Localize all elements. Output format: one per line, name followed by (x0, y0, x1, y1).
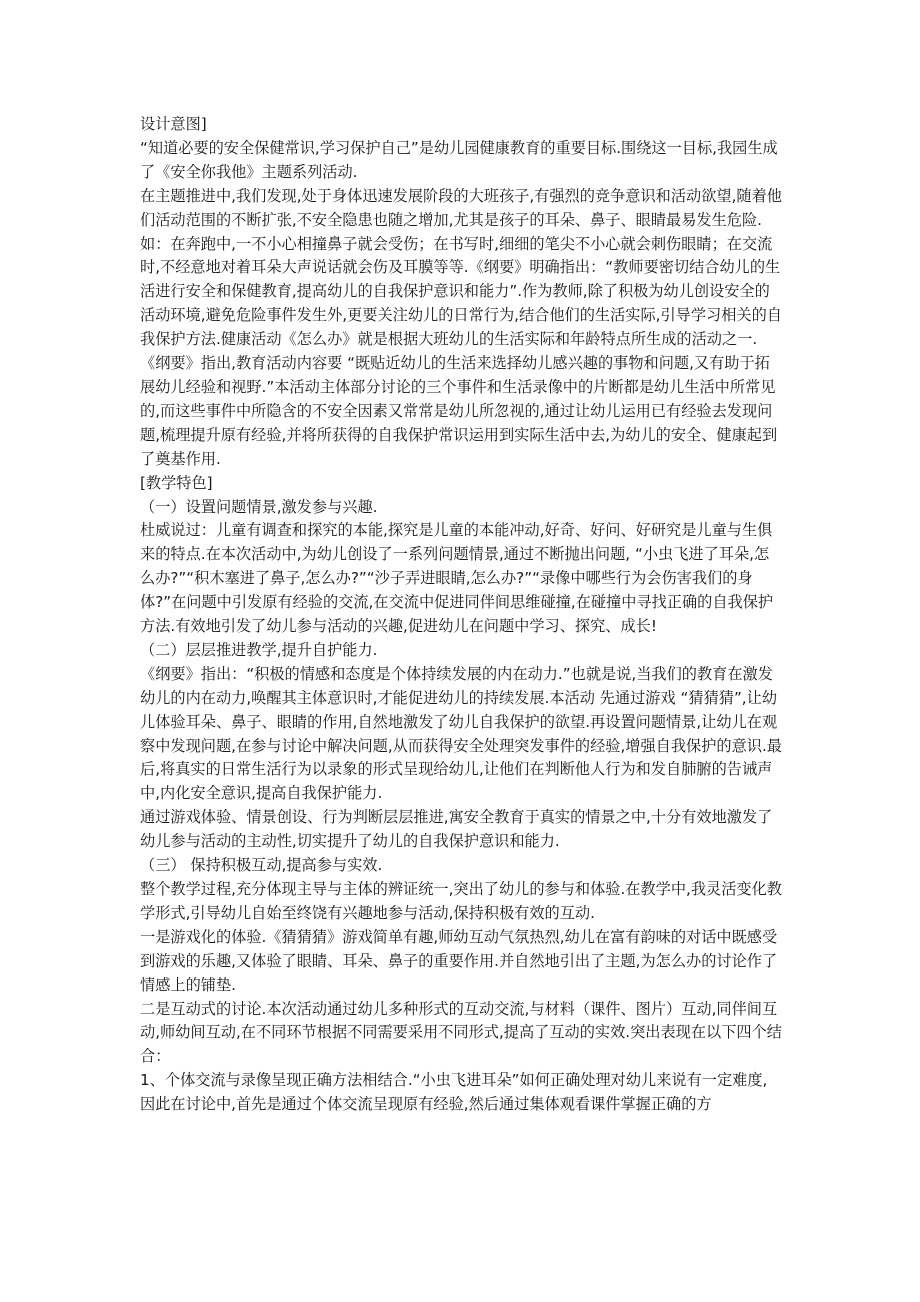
document-page (140, 113, 782, 1117)
paragraph: 二是互动式的讨论.本次活动通过幼儿多种形式的互动交流,与材料（课件、图片）互动,同伴间互动,师幼间互动,在不同环节根据不同需要采用不同形式,提高了互动的实效.突出表现在以下四个结合： (140, 999, 782, 1066)
paragraph: 通过游戏体验、情景创设、行为判断层层推进,寓安全教育于真实的情景之中,十分有效地激发了幼儿参与活动的主动性,切实提升了幼儿的自我保护意识和能力. (140, 808, 773, 851)
subheading-2: （二）层层推进教学,提升自护能力. (140, 640, 378, 659)
paragraph: 一是游戏化的体验.《猜猜猜》游戏简单有趣,师幼互动气氛热烈,幼儿在富有韵味的对话中既感受到游戏的乐趣,又体验了眼睛、耳朵、鼻子的重要作用.并自然地引出了主题,为怎么办的讨论作了情感上的铺垫. (140, 927, 778, 994)
paragraph: 在主题推进中,我们发现,处于身体迅速发展阶段的大班孩子,有强烈的竞争意识和活动欲望,随着他们活动范围的不断扩张,不安全隐患也随之增加,尤其是孩子的耳朵、鼻子、眼睛最易发生危险.如：在奔跑中,一不小心相撞鼻子就会受伤；在书写时,细细的笔尖不小心就会刺伤眼睛；在交流时,不经意地对着耳朵大声说话就会伤及耳膜等等.《纲要》明确指出：“教师要密切结合幼儿的生活进行安全和保健教育,提高幼儿的自我保护意识和能力”.作为教师,除了积极为幼儿创设安全的活动环境,避免危险事件发生外,更要关注幼儿的日常行为,结合他们的生活实际,引导学习相关的自我保护方法.健康活动《怎么办》就是根据大班幼儿的生活实际和年龄特点所生成的活动之一. (140, 186, 782, 349)
section-heading-design-intent: 设计意图] (140, 115, 207, 133)
subheading-1: （一）设置问题情景,激发参与兴趣. (140, 497, 378, 516)
paragraph: 1、个体交流与录像呈现正确方法相结合.“小虫飞进耳朵”如何正确处理对幼儿来说有一定难度,因此在讨论中,首先是通过个体交流呈现原有经验,然后通过集体观看课件掌握正确的方 (140, 1071, 768, 1114)
subheading-3: （三） 保持积极互动,提高参与实效. (140, 856, 383, 875)
paragraph: 杜威说过：儿童有调查和探究的本能,探究是儿童的本能冲动,好奇、好问、好研究是儿童与生俱来的特点.在本次活动中,为幼儿创设了一系列问题情景,通过不断抛出问题, “小虫飞进了耳朵,怎么办?”“积木塞进了鼻子,怎么办?”“沙子弄进眼睛,怎么办?”“录像中哪些行为会伤害我们的身体?”在问题中引发原有经验的交流,在交流中促进同伴间思维碰撞,在碰撞中寻找正确的自我保护方法.有效地引发了幼儿参与活动的兴趣,促进幼儿在问题中学习、探究、成长! (140, 521, 774, 636)
paragraph: 《纲要》指出：“积极的情感和态度是个体持续发展的内在动力.”也就是说,当我们的教育在激发幼儿的内在动力,唤醒其主体意识时,才能促进幼儿的持续发展.本活动 先通过游戏 “猜猜猜”,让幼儿体验耳朵、鼻子、眼睛的作用,自然地激发了幼儿自我保护的欲望.再设置问题情景,让幼儿在观察中发现问题,在参与讨论中解决问题,从而获得安全处理突发事件的经验,增强自我保护的意识.最后,将真实的日常生活行为以录象的形式呈现给幼儿,让他们在判断他人行为和发自肺腑的告诫声中,内化安全意识,提高自我保护能力. (140, 664, 782, 803)
paragraph: 整个教学过程,充分体现主导与主体的辨证统一,突出了幼儿的参与和体验.在教学中,我灵活变化教学形式,引导幼儿自始至终饶有兴趣地参与活动,保持积极有效的互动. (140, 880, 782, 922)
paragraph: “知道必要的安全保健常识,学习保护自己”是幼儿园健康教育的重要目标.围绕这一目标,我园生成了《安全你我他》主题系列活动. (140, 138, 778, 181)
section-heading-teaching-features: [教学特色] (140, 473, 213, 492)
paragraph: 《纲要》指出,教育活动内容要 “既贴近幼儿的生活来选择幼儿感兴趣的事物和问题,又有助于拓展幼儿经验和视野.”本活动主体部分讨论的三个事件和生活录像中的片断都是幼儿生活中所常见的,而这些事件中所隐含的不安全因素又常常是幼儿所忽视的,通过让幼儿运用已有经验去发现问题,梳理提升原有经验,并将所获得的自我保护常识运用到实际生活中去,为幼儿的安全、健康起到了奠基作用. (140, 354, 778, 468)
